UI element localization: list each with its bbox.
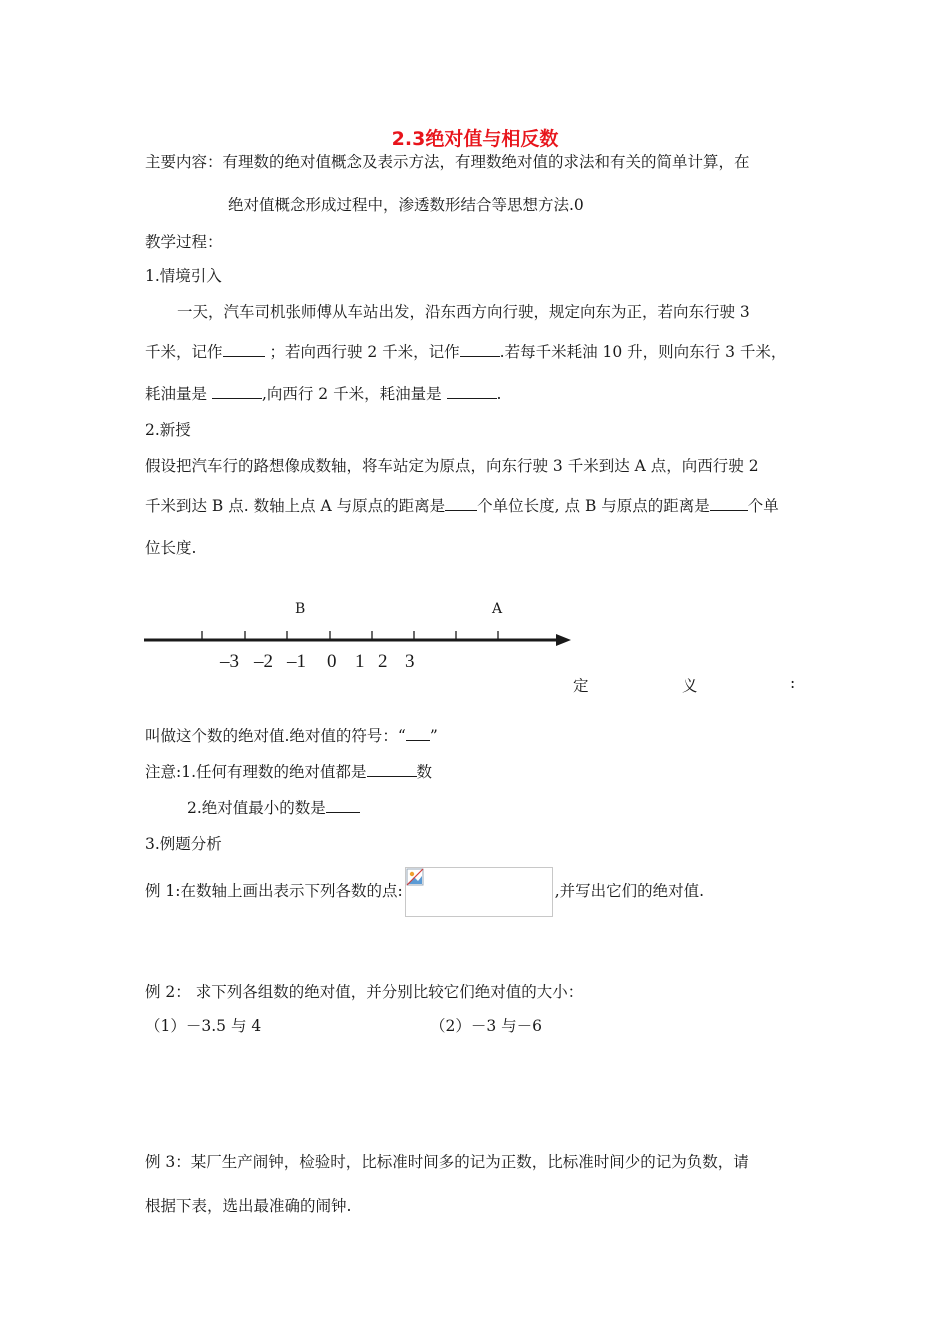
answer-blank[interactable] <box>460 342 500 357</box>
main-content-line2: 绝对值概念形成过程中，渗透数形结合等思想方法.0 <box>228 196 584 214</box>
answer-blank[interactable] <box>406 726 430 741</box>
answer-blank[interactable] <box>326 798 360 813</box>
example-2-q2: （2）－3 与－6 <box>430 1017 543 1035</box>
answer-blank[interactable] <box>212 384 262 399</box>
broken-image-icon <box>406 868 424 886</box>
example-3-line1: 例 3：某厂生产闹钟，检验时，比标准时间多的记为正数，比标准时间少的记为负数，请 <box>145 1153 749 1171</box>
definition-yi: 义 <box>682 677 698 695</box>
section2-heading: 2.新授 <box>145 421 191 439</box>
example-2: 例 2： 求下列各组数的绝对值，并分别比较它们绝对值的大小： <box>145 983 584 1001</box>
definition-colon: : <box>790 674 796 692</box>
definition-line <box>145 726 438 746</box>
section1-p2-b: ；若向西行驶 2 千米，记作 <box>269 343 460 361</box>
section2-p2-a: 千米到达 B 点. 数轴上点 A 与原点的距离是 <box>145 497 446 515</box>
example-1-end: ,并写出它们的绝对值. <box>554 882 705 900</box>
example-3-line2: 根据下表，选出最准确的闹钟. <box>145 1197 352 1215</box>
note-1-text: 注意:1.任何有理数的绝对值都是 <box>145 763 367 781</box>
section3-heading: 3.例题分析 <box>145 835 222 853</box>
section2-p3: 位长度. <box>145 539 197 557</box>
example-2-q1: （1）－3.5 与 4 <box>145 1017 262 1035</box>
answer-blank[interactable] <box>710 496 748 511</box>
section1-p2-a: 千米，记作 <box>145 343 223 361</box>
process-heading: 教学过程： <box>145 233 223 251</box>
answer-blank[interactable] <box>367 762 417 777</box>
section1-p3 <box>145 384 501 404</box>
definition-end: ” <box>429 727 438 745</box>
point-b-label: B <box>295 601 306 617</box>
note-1-end: 数 <box>416 763 433 781</box>
definition-text: 叫做这个数的绝对值.绝对值的符号：“ <box>145 727 406 745</box>
section2-p2-b: 个单位长度, 点 B 与原点的距离是 <box>477 497 710 515</box>
answer-blank[interactable] <box>223 342 265 357</box>
section2-p1: 假设把汽车行的路想像成数轴，将车站定为原点，向东行驶 3 千米到达 A 点，向西行驶 2 <box>145 457 759 475</box>
section1-p3-c: . <box>496 385 502 403</box>
answer-blank[interactable] <box>447 384 497 399</box>
note-1 <box>145 762 432 782</box>
answer-blank[interactable] <box>445 496 477 511</box>
tick-label: 1 <box>355 651 365 672</box>
example-1 <box>145 866 704 917</box>
section1-p3-b: ,向西行 2 千米，耗油量是 <box>261 385 442 403</box>
section1-p2 <box>145 342 786 362</box>
tick-label: 2 <box>378 651 388 672</box>
note-2 <box>187 798 360 818</box>
note-2-text: 2.绝对值最小的数是 <box>187 799 326 817</box>
section2-p2 <box>145 496 779 516</box>
section1-heading: 1.情境引入 <box>145 267 222 285</box>
main-content-line1: 主要内容：有理数的绝对值概念及表示方法，有理数绝对值的求法和有关的简单计算，在 <box>145 153 750 171</box>
point-a-label: A <box>492 601 503 617</box>
section1-p3-a: 耗油量是 <box>145 385 208 403</box>
section1-p1: 一天，汽车司机张师傅从车站出发，沿东西方向行驶，规定向东为正，若向东行驶 3 <box>177 303 750 321</box>
tick-label: 3 <box>405 651 415 672</box>
tick-label: –3 <box>220 651 239 672</box>
broken-image <box>405 867 553 917</box>
page-title: 2.3绝对值与相反数 <box>391 128 559 150</box>
section1-p2-c: .若每千米耗油 10 升，则向东行 3 千米， <box>499 343 787 361</box>
definition-ding: 定 <box>573 677 589 695</box>
number-line <box>140 596 580 674</box>
arrow-head-icon <box>556 634 571 646</box>
tick-label: 0 <box>327 651 337 672</box>
tick-label: –2 <box>254 651 273 672</box>
section2-p2-c: 个单 <box>747 497 779 515</box>
tick-label: –1 <box>287 651 306 672</box>
example-1-text: 例 1:在数轴上画出表示下列各数的点: <box>145 882 403 900</box>
